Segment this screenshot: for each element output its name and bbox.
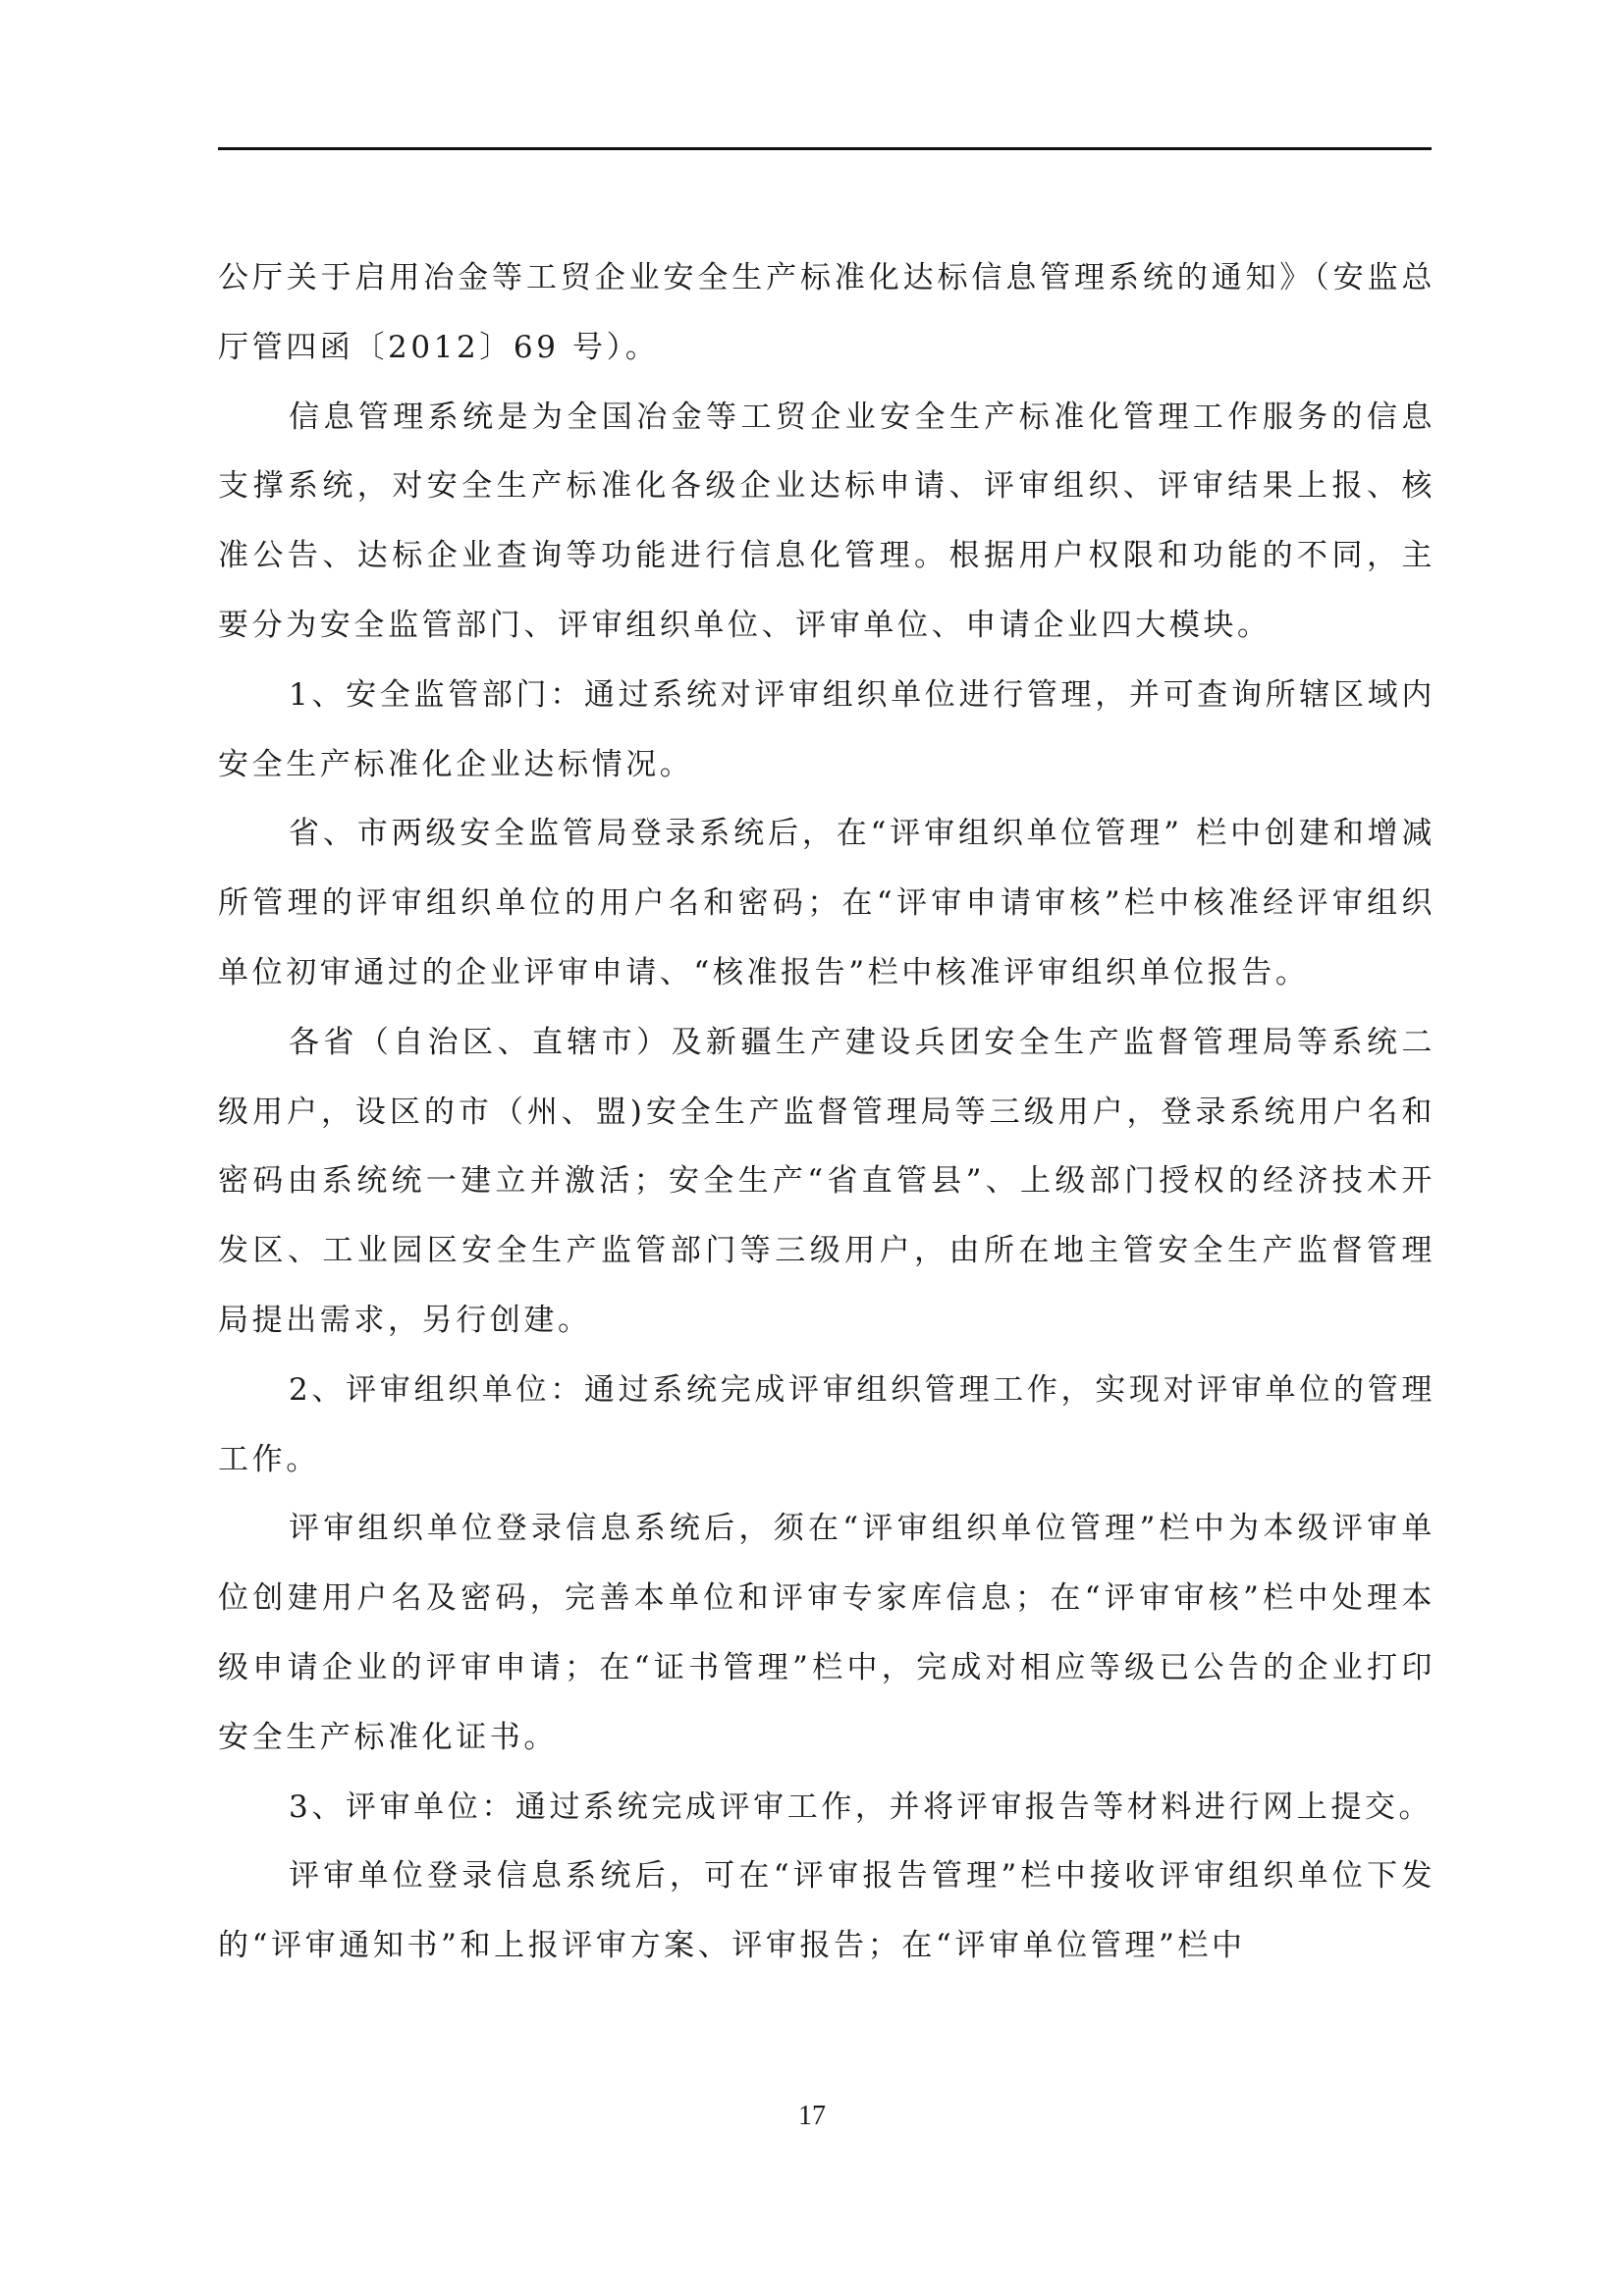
paragraph-user-levels: 各省（自治区、直辖市）及新疆生产建设兵团安全生产监督管理局等系统二级用户，设区的市（州、盟)安全生产监督管理局等三级用户，登录系统用户名和密码由系统统一建立并激活；安全生产“省直管县”、上级部门授权的经济技术开发区、工业园区安全生产监管部门等三级用户，由所在地主管安全生产监督管理局提出需求，另行创建。 — [218, 1024, 1435, 1338]
paragraph-continuation: 公厅关于启用冶金等工贸企业安全生产标准化达标信息管理系统的通知》（安监总厅管四函〔2012〕69 号）。 — [218, 260, 1435, 365]
paragraph-review-org-login: 评审组织单位登录信息系统后，须在“评审组织单位管理”栏中为本级评审单位创建用户名及密码，完善本单位和评审专家库信息；在“评审审核”栏中处理本级申请企业的评审申请；在“证书管理”栏中，完成对相应等级已公告的企业打印安全生产标准化证书。 — [218, 1511, 1435, 1755]
paragraph-review-unit-login: 评审单位登录信息系统后，可在“评审报告管理”栏中接收评审组织单位下发的“评审通知书”和上报评审方案、评审报告；在“评审单位管理”栏中 — [218, 1858, 1435, 1964]
body-text — [218, 243, 1435, 1981]
paragraph-review-unit: 3、评审单位：通过系统完成评审工作，并将评审报告等材料进行网上提交。 — [289, 1789, 1434, 1825]
paragraph-safety-dept: 1、安全监管部门：通过系统对评审组织单位进行管理，并可查询所辖区域内安全生产标准化企业达标情况。 — [218, 676, 1435, 782]
paragraph-system-overview: 信息管理系统是为全国冶金等工贸企业安全生产标准化管理工作服务的信息支撑系统，对安全生产标准化各级企业达标申请、评审组织、评审结果上报、核准公告、达标企业查询等功能进行信息化管理。根据用户权限和功能的不同，主要分为安全监管部门、评审组织单位、评审单位、申请企业四大模块。 — [218, 399, 1435, 643]
page-number: 17 — [798, 2101, 826, 2131]
header-rule — [218, 147, 1432, 150]
paragraph-review-org: 2、评审组织单位：通过系统完成评审组织管理工作，实现对评审单位的管理工作。 — [218, 1371, 1435, 1477]
paragraph-provincial-bureau: 省、市两级安全监管局登录系统后，在“评审组织单位管理” 栏中创建和增减所管理的评审组织单位的用户名和密码；在“评审申请审核”栏中核准经评审组织单位初审通过的企业评审申请、“核准报告”栏中核准评审组织单位报告。 — [218, 816, 1435, 990]
